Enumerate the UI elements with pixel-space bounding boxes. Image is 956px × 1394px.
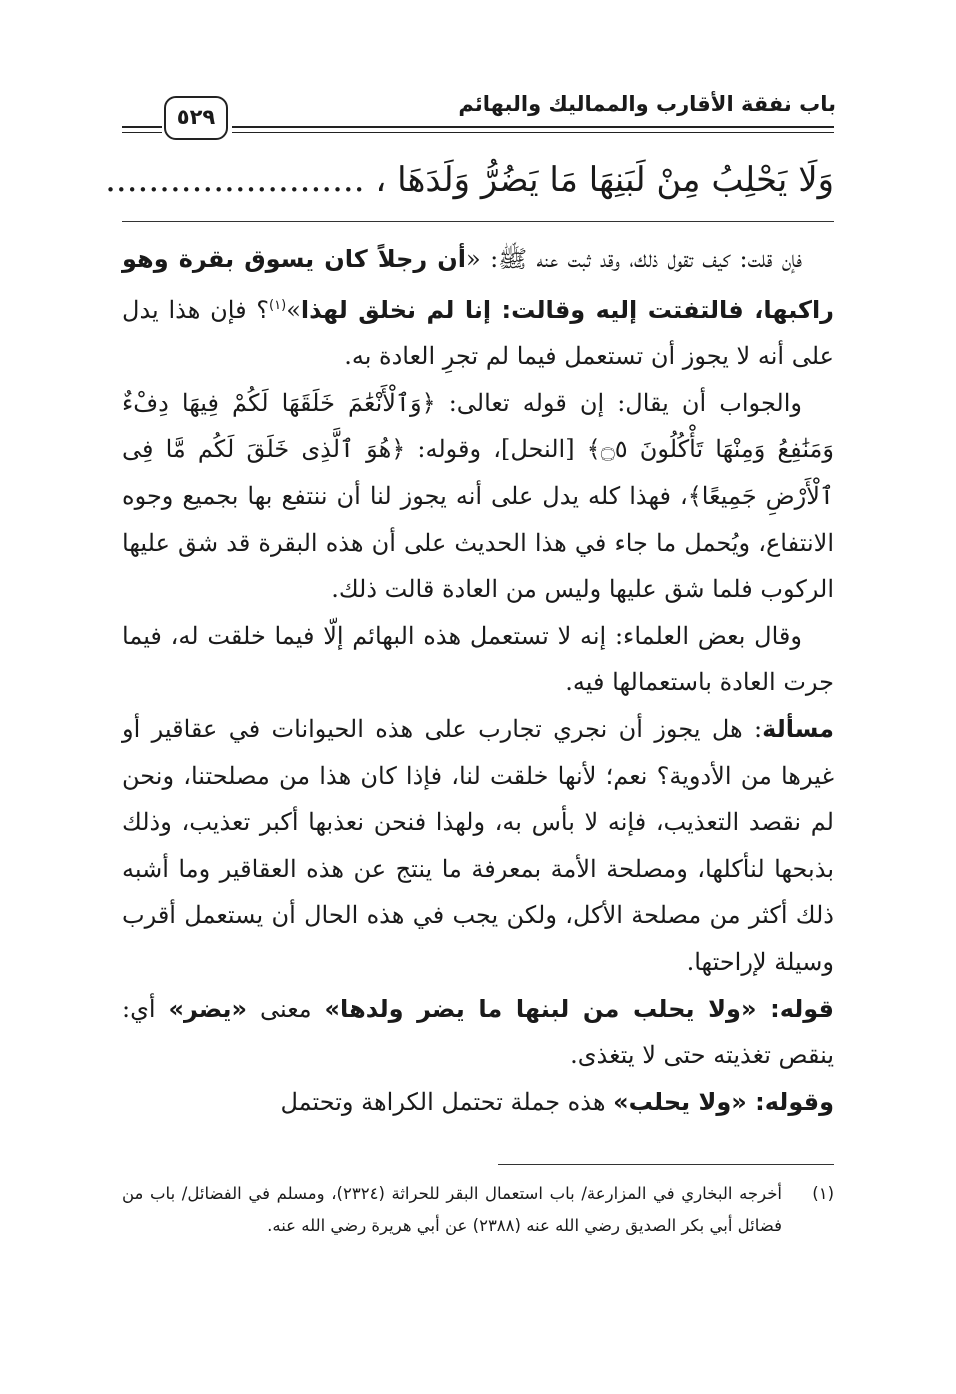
header-rule-left — [122, 126, 162, 128]
footnote-text: أخرجه البخاري في المزارعة/ باب استعمال البقر للحراثة (٢٣٢٤)، ومسلم في الفضائل/ باب من فضائل أبي بكر الصديق رضي الله عنه (٢٣٨٨) عن أبي هريرة رضي الله عنه. — [122, 1184, 783, 1235]
hadith-quote-close: » — [286, 295, 301, 324]
waqawluhu-quote: : «ولا يحلب» — [613, 1087, 765, 1116]
objection-intro: فإن قلت: كيف تقول ذلك، وقد ثبت عنه ﷺ: « — [466, 245, 802, 273]
masala-label: مسألة — [762, 714, 834, 743]
footnote-separator — [498, 1164, 834, 1165]
matn-text: وَلَا يَحْلِبُ مِنْ لَبَنِهَا مَا يَضُرُّ وَلَدَهَا ، ........................ — [105, 160, 834, 200]
page-number: ٥٢٩ — [164, 96, 228, 140]
header-rule-left-thin — [122, 132, 162, 133]
commentary-body — [122, 236, 834, 1125]
running-header-title: باب نفقة الأقارب والمماليك والبهائم — [458, 92, 836, 116]
masala-text: : هل يجوز أن نجري تجارب على هذه الحيوانات في عقاقير أو غيرها من الأدوية؟ نعم؛ لأنها خلقت لنا، فإذا كان هذا من مصلحتنا، ونحن لم نقصد التعذيب، فإنه لا بأس به، ولهذا فنحن نعذبها أكبر تعذيب، وذلك بذبحها لنأكلها، ومصلحة الأمة بمعرفة ما ينتج عن هذه العقاقير وما أشبه ذلك أكثر من مصلحة الأكل، ولكن يجب في هذه الحال أن يستعمل أقرب وسيلة لإراحتها. — [122, 714, 834, 976]
paragraph-waqawluhu — [122, 1079, 834, 1126]
qawluhu-quote: : «ولا يحلب من لبنها ما يضر ولدها» — [324, 994, 780, 1023]
paragraph-qawluhu — [122, 986, 834, 1079]
paragraph-masala — [122, 706, 834, 986]
hadith-quote: أن رجلاً كان يسوق بقرة وهو راكبها، فالتفتت إليه وقالت: إنا لم نخلق لهذا — [122, 245, 835, 324]
waqawluhu-end: هذه جملة تحتمل الكراهة وتحتمل — [280, 1087, 614, 1116]
qawluhu-mid: معنى — [247, 994, 325, 1023]
footnote — [122, 1178, 834, 1242]
footnote-reference[interactable]: (١) — [269, 297, 287, 313]
paragraph-objection — [122, 236, 834, 380]
qawluhu-end: أي: ينقص تغذيته حتى لا يتغذى. — [122, 994, 834, 1070]
matn-separator — [122, 221, 834, 222]
footnote-number: (١) — [812, 1184, 834, 1203]
header-rule-right — [232, 126, 834, 128]
qawluhu-label: قوله — [779, 994, 835, 1023]
paragraph-answer: والجواب أن يقال: إن قوله تعالى: ﴿وَٱلْأَنْعَٰمَ خَلَقَهَا لَكُمْ فِيهَا دِفْءٌ وَمَنَٰفِعُ وَمِنْهَا تَأْكُلُونَ ۝٥﴾ [النحل]، وقوله: ﴿هُوَ ٱلَّذِى خَلَقَ لَكُم مَّا فِى ٱلْأَرْضِ جَمِيعًا﴾، فهذا كله يدل على أنه يجوز لنا أن ننتفع بها بجميع وجوه الانتفاع، ويُحمل ما جاء في هذا الحديث على أن هذه البقرة قد شق عليها الركوب فلما شق عليها وليس من العادة قالت ذلك. — [122, 388, 835, 604]
paragraph-scholars: وقال بعض العلماء: إنه لا تستعمل هذه البهائم إلّا فيما خلقت له، فيما جرت العادة باستعمالها فيه. — [122, 621, 834, 697]
waqawluhu-label: وقوله — [764, 1087, 834, 1116]
objection-end: ؟ فإن هذا يدل على أنه لا يجوز أن تستعمل فيما لم تجرِ العادة به. — [122, 295, 834, 371]
header-rule-right-thin — [232, 132, 834, 133]
qawluhu-word: «يضر» — [168, 994, 248, 1023]
